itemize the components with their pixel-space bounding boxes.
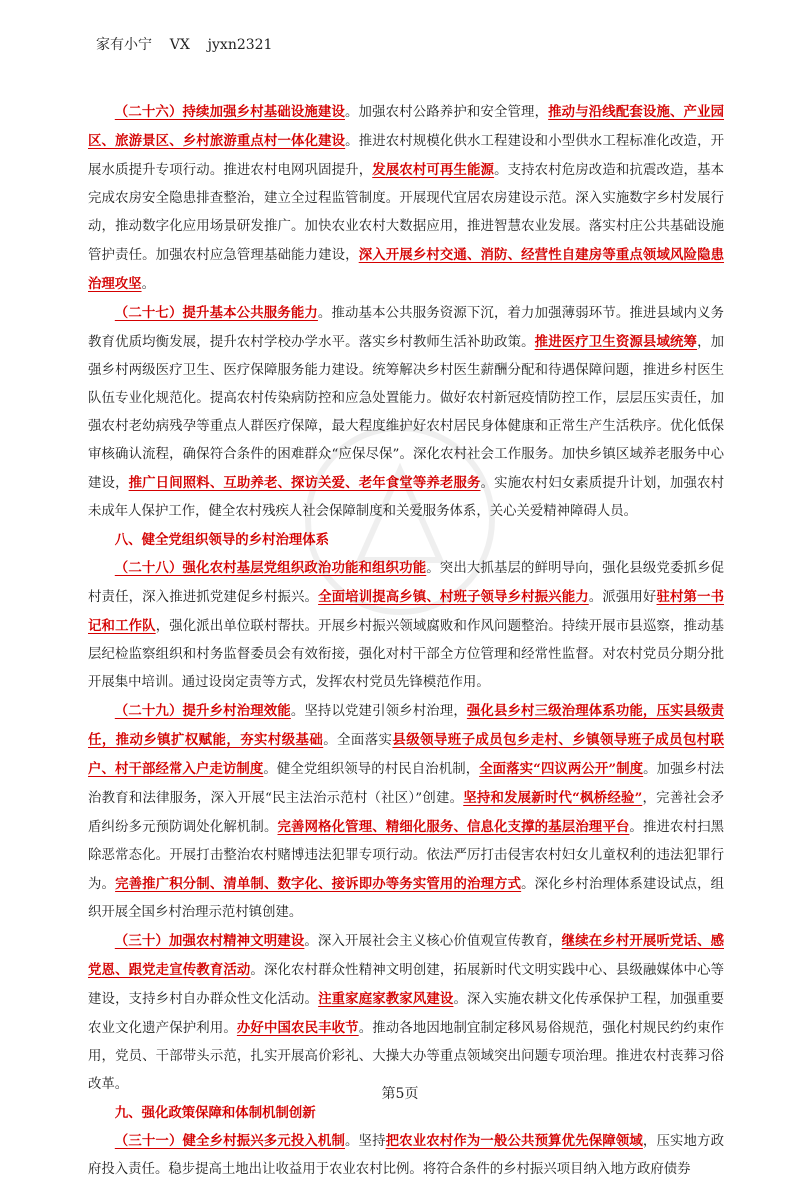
body-text: 。推进农村规模化供水工程建设和小型供水工程标准化改造，开展水质提升专项行动。推进农村电网巩固提升， [88, 134, 725, 178]
section-heading [88, 1099, 724, 1127]
key-phrase: 驻村第一书记和工作队 [88, 589, 725, 634]
paragraph [88, 554, 724, 697]
body-text: 。支持农村危房改造和抗震改造，基本完成农房安全隐患排查整治，建立全过程监管制度。开展现代宜居农房建设示范。深入实施数字乡村发展行动，推动数字化应用场景研发推广。加快农业农村大数据应用，推进智慧农业发展。落实村庄公共基础设施管护责任。加强农村应急管理基础能力建设， [88, 163, 725, 263]
body-text: 。深入实施农耕文化传承保护工程，加强重要农业文化遗产保护利用。 [88, 992, 725, 1036]
body-text: 。推动各地因地制宜制定移风易俗规范，强化村规民约约束作用，党员、干部带头示范，扎实开展高价彩礼、大操大办等重点领域突出问题专项治理。推进农村丧葬习俗改革。 [88, 1021, 725, 1092]
key-phrase: 发展农村可再生能源 [372, 162, 495, 178]
body-text: 八、健全党组织领导的乡村治理体系 [114, 532, 330, 548]
key-phrase: 推进医疗卫生资源县域统筹 [534, 334, 698, 350]
key-phrase: 县级领导班子成员包乡走村、乡镇领导班子成员包村联户、村干部经常入户走访制度 [88, 732, 725, 777]
key-phrase: 推动与沿线配套设施、产业园区、旅游景区、乡村旅游重点村一体化建设 [88, 104, 725, 149]
body-text: ，加强乡村两级医疗卫生、医疗保障服务能力建设。统筹解决乡村医生薪酬分配和待遇保障问题，推进乡村医生队伍专业化规范化。提高农村传染病防控和应急处置能力。做好农村新冠疫情防控工作，层层压实责任，加强农村老幼病残孕等重点人群医疗保障，最大程度维护好农村居民身体健康和正常生产生活秩序。优化低保审核确认流程，确保符合条件的困难群众“应保尽保”。深化农村社会工作服务。加快乡镇区域养老服务中心建设， [88, 335, 725, 491]
body-text: 。派强用好 [588, 590, 657, 605]
key-phrase: 全面落实“四议两公开”制度 [479, 761, 644, 777]
key-phrase: 深入开展乡村交通、消防、经营性自建房等重点领域风险隐患治理攻坚 [88, 247, 725, 292]
key-phrase: 全面培训提高乡镇、村班子领导乡村振兴能力 [318, 589, 589, 605]
paragraph [88, 299, 724, 526]
paragraph [88, 697, 724, 927]
key-phrase: 完善网格化管理、精细化服务、信息化支撑的基层治理平台 [277, 819, 630, 835]
body-text: 。全面落实 [323, 733, 393, 748]
body-text: ，压实地方政府投入责任。稳步提高土地出让收益用于农业农村比例。将符合条件的乡村振兴项目纳入地方政府债券 [88, 1134, 725, 1177]
key-phrase: 完善推广积分制、清单制、数字化、接诉即办等务实管用的治理方式 [115, 876, 522, 892]
page-number: 第5页 [381, 1086, 419, 1102]
body-text: ，完善社会矛盾纠纷多元预防调处化解机制。 [88, 791, 725, 835]
subsection-title: （三十）加强农村精神文明建设 [114, 933, 305, 949]
body-text: 。深化乡村治理体系建设试点，组织开展全国乡村治理示范村镇创建。 [88, 877, 725, 920]
section-heading [88, 526, 724, 554]
key-phrase: 办好中国农民丰收节 [236, 1020, 359, 1036]
body-text: 。深入开展社会主义核心价值观宣传教育， [304, 934, 562, 949]
document-body [88, 98, 724, 1184]
body-text: ，强化派出单位联村帮扶。开展乡村振兴领域腐败和作风问题整治。持续开展市县巡察，推动基层纪检监察组织和村务监督委员会有效衔接，强化对村干部全方位管理和经常性监督。对农村党员分期分批开展集中培训。通过设岗定责等方式，发挥农村党员先锋模范作用。 [88, 619, 725, 690]
key-phrase: 注重家庭家教家风建设 [318, 991, 454, 1007]
key-phrase: 强化县乡村三级治理体系功能，压实县级责任，推动乡镇扩权赋能，夯实村级基础 [88, 703, 725, 748]
body-text: 。健全党组织领导的村民自治机制， [263, 762, 480, 777]
body-text: 。推进农村扫黑除恶常态化。开展打击整治农村赌博违法犯罪专项行动。依法严厉打击侵害农村妇女儿童权利的违法犯罪行为。 [88, 820, 725, 892]
subsection-title: （二十七）提升基本公共服务能力 [114, 305, 318, 321]
body-text: 。坚持 [345, 1134, 386, 1149]
body-text: 。深化农村群众性精神文明创建，拓展新时代文明实践中心、县级融媒体中心等建设，支持乡村自办群众性文化活动。 [88, 963, 724, 1007]
body-text: 。 [141, 277, 155, 292]
body-text: 。加强农村公路养护和安全管理， [345, 105, 549, 120]
body-text: 。加强乡村法治教育和法律服务，深入开展“民主法治示范村（社区）”创建。 [88, 762, 725, 806]
subsection-title: （三十一）健全乡村振兴多元投入机制 [114, 1133, 345, 1149]
body-text: 。坚持以党建引领乡村治理， [290, 704, 467, 719]
body-text: 。推动基本公共服务资源下沉，着力加强薄弱环节。推进县域内义务教育优质均衡发展，提升农村学校办学水平。落实乡村教师生活补助政策。 [88, 306, 725, 350]
subsection-title: （二十六）持续加强乡村基础设施建设 [114, 104, 345, 120]
paragraph [88, 1127, 724, 1184]
key-phrase: 坚持和发展新时代“枫桥经验” [463, 790, 643, 806]
subsection-title: （二十九）提升乡村治理效能 [114, 703, 291, 719]
key-phrase: 把农业农村作为一般公共预算优先保障领域 [385, 1133, 643, 1149]
key-phrase: 推广日间照料、互助养老、探访关爱、老年食堂等养老服务 [128, 475, 481, 491]
body-text: 九、强化政策保障和体制机制创新 [114, 1105, 316, 1121]
body-text: 。实施农村妇女素质提升计划，加强农村未成年人保护工作，健全农村残疾人社会保障制度和关爱服务体系，关心关爱精神障碍人员。 [88, 476, 725, 519]
paragraph [88, 98, 724, 299]
body-text: 。突出大抓基层的鲜明导向，强化县级党委抓乡促村责任，深入推进抓党建促乡村振兴。 [88, 561, 725, 605]
page-header: 家有小宁 VX jyxn2321 [96, 37, 273, 53]
subsection-title: （二十八）强化农村基层党组织政治功能和组织功能 [114, 560, 427, 576]
key-phrase: 继续在乡村开展听党话、感党恩、跟党走宣传教育活动 [88, 933, 724, 978]
paragraph [88, 927, 724, 1099]
